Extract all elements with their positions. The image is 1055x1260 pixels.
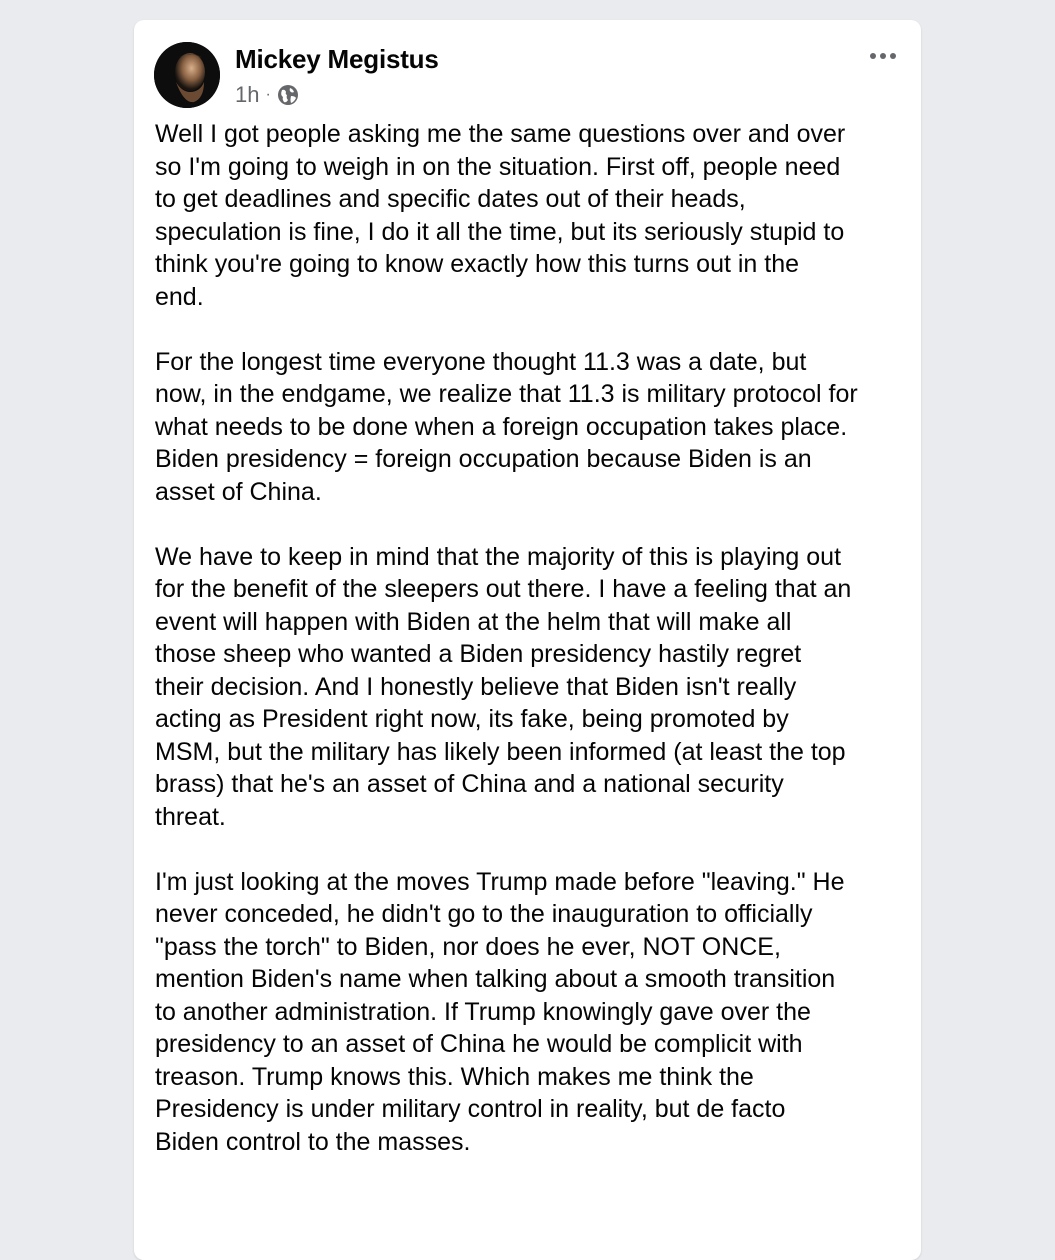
more-options-icon[interactable] bbox=[865, 44, 901, 68]
post-card bbox=[134, 20, 921, 1260]
author-name[interactable]: Mickey Megistus bbox=[235, 44, 439, 74]
post-meta bbox=[235, 82, 299, 108]
post-body bbox=[155, 118, 905, 1191]
post-header bbox=[154, 40, 901, 110]
post-paragraph: Well I got people asking me the same questions over and over so I'm going to weigh in on the situation. First off, people need to get deadlines and specific dates out of their heads, speculation is fine, I do it all the time, but its seriously stupid to think you're going to know exactly how this turns out in the end. bbox=[155, 120, 846, 311]
post-paragraph: For the longest time everyone thought 11.3 was a date, but now, in the endgame, we realize that 11.3 is military protocol for what needs to be done when a foreign occupation takes place. Biden presidency = foreign occupation because Biden is an asset of China. bbox=[155, 347, 858, 506]
post-paragraph: I'm just looking at the moves Trump made before "leaving." He never conceded, he didn't go to the inauguration to officially "pass the torch" to Biden, nor does he ever, NOT ONCE, mention Biden's name when talking about a smooth transition to another administration. If Trump knowingly gave over the presidency to an asset of China he would be complicit with treason. Trump knows this. Which makes me think the Presidency is under military control in reality, but de facto Biden control to the masses. bbox=[155, 867, 845, 1156]
post-timestamp[interactable]: 1h bbox=[235, 82, 260, 107]
post-paragraph: We have to keep in mind that the majority of this is playing out for the benefit of the sleepers out there. I have a feeling that an event will happen with Biden at the helm that will make all those sheep who wanted a Biden presidency hastily regret their decision. And I honestly believe that Biden isn't really acting as President right now, its fake, being promoted by MSM, but the military has likely been informed (at least the top brass) that he's an asset of China and a national security threat. bbox=[155, 542, 852, 831]
avatar[interactable] bbox=[154, 42, 220, 108]
avatar-image bbox=[154, 42, 220, 108]
meta-separator: · bbox=[265, 86, 271, 103]
globe-icon bbox=[277, 84, 299, 106]
